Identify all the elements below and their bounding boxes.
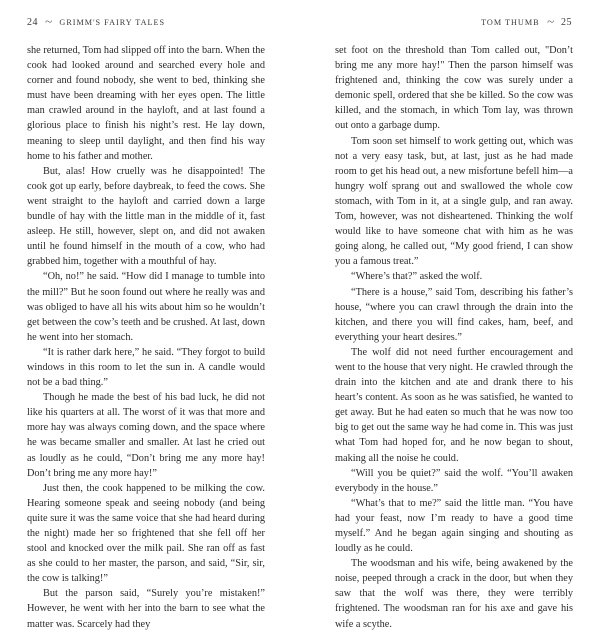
right-page-body xyxy=(335,43,573,632)
paragraph: “What’s that to me?” said the little man. “You have had your feast, now I’m ready to have a good time myself.” And he began again singing and shouting as loudly as he could. xyxy=(335,497,573,555)
paragraph: “It is rather dark here,” he said. “They forgot to build windows in this room to let the sun in. A candle would not be a bad thing.” xyxy=(27,346,265,389)
paragraph: Tom soon set himself to work getting out, which was not a very easy task, but, at last, just as he had made room to get his head out, a new misfortune befell him—a hungry wolf sprang out and swallowed the whole cow stomach, with Tom in it, at a single gulp, and ran away. Tom, however, was not disheartened. Thinking the wolf would like to have someone chat with him as he was going along, he called out, “My good friend, I can show you a famous treat.” xyxy=(335,135,573,268)
paragraph: But the parson said, “Surely you’re mistaken!” However, he went with her into the barn to see what the matter was. Scarcely had they xyxy=(27,588,265,630)
paragraph: “Oh, no!” he said. “How did I manage to tumble into the mill?” But he soon found out where he really was and was obliged to have all his wits about him so he wouldn’t get between the cow’s teeth and be crushed. At last, down he went into her stomach. xyxy=(27,271,265,343)
paragraph: Just then, the cook happened to be milking the cow. Hearing someone speak and seeing nobody (and being quite sure it was the same voice that she had heard during the night) made her so frightened that she fell off her stool and knocked over the milk pail. She ran off as fast as she could to her master, the parson, and said, “Sir, sir, the cow is talking!” xyxy=(27,482,265,585)
chapter-title: TOM THUMB xyxy=(481,18,540,27)
swash-ornament-icon: ~ xyxy=(45,17,53,28)
paragraph: “There is a house,” said Tom, describing his father’s house, “where you can crawl through the drain into the kitchen, and there you will find cakes, ham, beef, and everything your heart desires.” xyxy=(335,286,573,343)
paragraph: Though he made the best of his bad luck, he did not like his quarters at all. The worst of it was that more and more hay was always coming down, and the space where he was became smaller and smaller. At last he cried out as loudly as he could, “Don’t bring me any more hay! Don’t bring me any more hay!” xyxy=(27,392,265,479)
paragraph: “Will you be quiet?” said the wolf. “You’ll awaken everybody in the house.” xyxy=(335,467,573,494)
paragraph: The wolf did not need further encouragement and went to the house that very night. He crawled through the drain into the kitchen and ate and drank there to his heart’s content. As soon as he was satisfied, he wanted to get away. But he had eaten so much that he was now too big to get out the same way he had come in. This was just what Tom had hoped for, and he now began to shout, making all the noise he could. xyxy=(335,346,573,464)
paragraph: But, alas! How cruelly was he disappointed! The cook got up early, before daybreak, to feed the cows. She went straight to the hayloft and carried down a large bundle of hay with the little man in the middle of it, fast asleep. He still, however, slept on, and did not awaken until he found himself in the mouth of a cow, who had grabbed him, together with a mouthful of hay. xyxy=(27,165,265,268)
paragraph: she returned, Tom had slipped off into the barn. When the cook had looked around and searched every hole and corner and found nobody, she went to bed, thinking she must have been dreaming with her eyes open. The little man crawled around in the hayloft, and at last found a glorious place to finish his night’s rest. He lay down, meaning to sleep until daylight, and then find his way home to his father and mother. xyxy=(27,45,265,162)
right-page xyxy=(300,0,600,630)
left-page xyxy=(0,0,300,630)
book-title: GRIMM'S FAIRY TALES xyxy=(59,18,166,27)
running-head-right xyxy=(481,17,572,28)
left-page-body xyxy=(27,43,265,632)
page-number: 25 xyxy=(561,17,572,28)
paragraph: The woodsman and his wife, being awakened by the noise, peeped through a crack in the door, but when they saw that the wolf was there, they were terribly frightened. The woodsman ran for his axe and gave his wife a scythe. xyxy=(335,558,573,630)
paragraph: set foot on the threshold than Tom called out, "Don’t bring me any more hay!" Then the parson himself was frightened and, thinking the cow was surely under a demonic spell, ordered that she be killed. So the cow was killed, and the stomach, in which Tom lay, was thrown out onto a garbage dump. xyxy=(335,45,573,132)
page-number: 24 xyxy=(27,17,38,28)
paragraph: “Where’s that?” asked the wolf. xyxy=(351,271,483,283)
swash-ornament-icon: ~ xyxy=(546,17,554,28)
running-head-left xyxy=(27,17,165,28)
